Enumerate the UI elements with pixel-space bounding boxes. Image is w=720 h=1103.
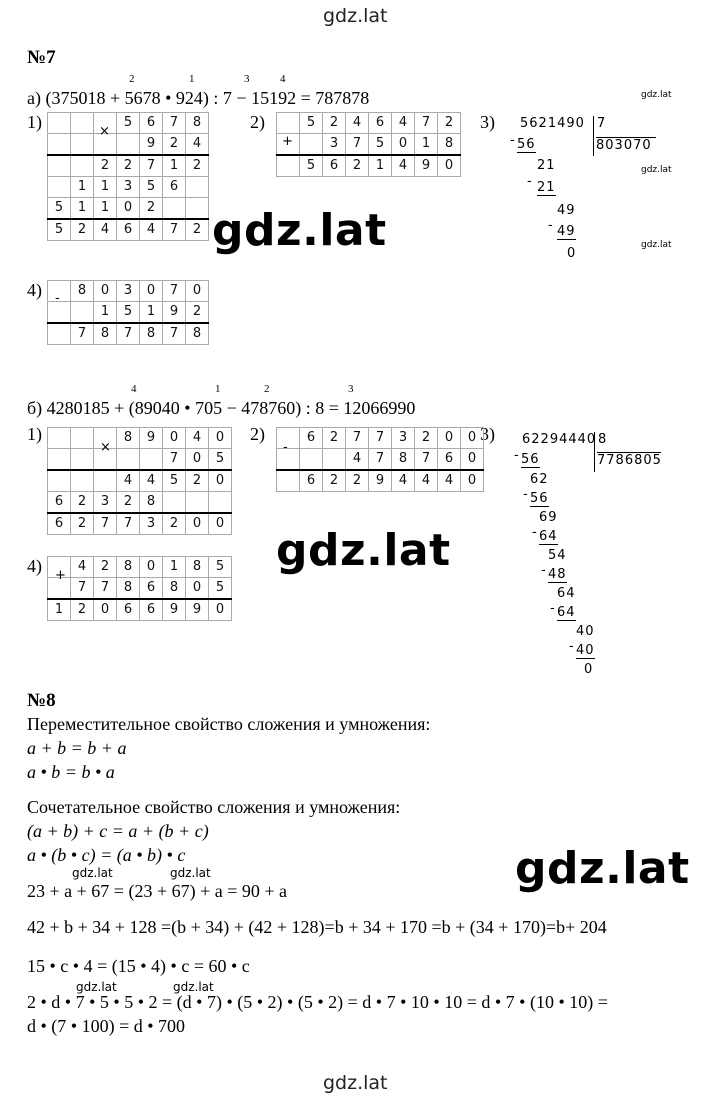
calc-grid-b4: 4 2 8 0 1 8 5 7 7 8 6 8 0 5 1 2 0 6 6 9 9 0 bbox=[47, 556, 232, 621]
calc-grid-a1: 5 6 7 8 9 2 4 2 2 7 1 2 1 1 3 5 6 5 1 1 0 2 5 2 4 6 4 7 2 bbox=[47, 112, 209, 241]
order-number: 1 bbox=[215, 383, 221, 395]
plus-sign: + bbox=[55, 568, 66, 583]
calc-grid-b1: 8 9 0 4 0 7 0 5 4 4 5 2 0 6 2 3 2 8 6 2 7 7 3 2 0 0 bbox=[47, 427, 232, 535]
watermark-small: gdz.lat bbox=[641, 90, 672, 100]
dividend: 62294440 bbox=[522, 432, 597, 447]
division-line: 21 bbox=[537, 180, 556, 195]
division-line: 48 bbox=[548, 567, 567, 582]
plus-sign: + bbox=[282, 134, 293, 149]
minus-sign: - bbox=[550, 601, 556, 616]
step-label: 3) bbox=[480, 424, 495, 444]
division-line: 54 bbox=[548, 548, 567, 563]
order-number: 2 bbox=[129, 73, 135, 85]
minus-sign: - bbox=[523, 487, 529, 502]
minus-sign: - bbox=[532, 525, 538, 540]
division-line: 69 bbox=[539, 510, 558, 525]
associative-addition: (a + b) + c = a + (b + c) bbox=[27, 821, 209, 841]
division-line: 64 bbox=[557, 605, 576, 620]
division-line: 21 bbox=[537, 158, 556, 173]
calc-grid-b2: 6 2 7 7 3 2 0 0 4 7 8 7 6 0 6 2 2 9 4 4 4 0 bbox=[276, 427, 484, 492]
divisor: 8 bbox=[594, 432, 607, 472]
step-label: 2) bbox=[250, 424, 265, 444]
commutative-title: Переместительное свойство сложения и умножения: bbox=[27, 714, 431, 734]
minus-sign: - bbox=[548, 218, 554, 233]
division-line: 0 bbox=[567, 246, 577, 261]
division-line: 56 bbox=[530, 491, 549, 506]
watermark-small: gdz.lat bbox=[170, 866, 211, 880]
example-2: 42 + b + 34 + 128 =(b + 34) + (42 + 128)=b + 34 + 170 =b + (34 + 170)=b+ 204 bbox=[27, 917, 607, 937]
step-label: 1) bbox=[27, 424, 42, 444]
watermark: gdz.lat bbox=[515, 843, 690, 894]
minus-sign: - bbox=[514, 448, 520, 463]
site-label-bottom: gdz.lat bbox=[323, 1072, 388, 1094]
minus-sign: - bbox=[527, 174, 533, 189]
example-1: 23 + a + 67 = (23 + 67) + a = 90 + a bbox=[27, 881, 288, 901]
quotient: 7786805 bbox=[597, 453, 662, 468]
watermark-small: gdz.lat bbox=[641, 165, 672, 175]
order-number: 3 bbox=[244, 73, 250, 85]
minus-sign: - bbox=[55, 291, 60, 306]
divisor: 7 bbox=[593, 116, 606, 156]
task-8-header: №8 bbox=[27, 690, 56, 711]
order-number: 3 bbox=[348, 383, 354, 395]
minus-sign: - bbox=[283, 440, 288, 455]
division-line: 40 bbox=[576, 643, 595, 658]
equation-a: а) (375018 + 5678 • 924) : 7 − 15192 = 787878 bbox=[27, 88, 370, 108]
order-number: 4 bbox=[131, 383, 137, 395]
watermark-small: gdz.lat bbox=[72, 866, 113, 880]
division-line: 64 bbox=[557, 586, 576, 601]
step-label: 3) bbox=[480, 112, 495, 132]
watermark-small: gdz.lat bbox=[641, 240, 672, 250]
step-label: 4) bbox=[27, 280, 42, 300]
minus-sign: - bbox=[541, 563, 547, 578]
watermark-small: gdz.lat bbox=[173, 980, 214, 994]
division-line: 56 bbox=[517, 137, 536, 152]
quotient: 803070 bbox=[596, 137, 656, 153]
division-line: 40 bbox=[576, 624, 595, 639]
division-line: 62 bbox=[530, 472, 549, 487]
watermark: gdz.lat bbox=[212, 205, 387, 256]
dividend: 5621490 bbox=[520, 116, 585, 131]
example-3: 15 • c • 4 = (15 • 4) • c = 60 • c bbox=[27, 956, 250, 976]
associative-multiplication: a • (b • c) = (a • b) • c bbox=[27, 845, 186, 865]
multiply-sign: × bbox=[100, 440, 111, 455]
minus-sign: - bbox=[510, 133, 516, 148]
calc-grid-a4: 8 0 3 0 7 0 1 5 1 9 2 7 8 7 8 7 8 bbox=[47, 280, 209, 345]
order-number: 4 bbox=[280, 73, 286, 85]
associative-title: Сочетательное свойство сложения и умножения: bbox=[27, 797, 401, 817]
commutative-multiplication: a • b = b • a bbox=[27, 762, 115, 782]
step-label: 2) bbox=[250, 112, 265, 132]
step-label: 1) bbox=[27, 112, 42, 132]
order-number: 1 bbox=[189, 73, 195, 85]
example-4: 2 • d • 7 • 5 • 5 • 2 = (d • 7) • (5 • 2) • (5 • 2) = d • 7 • 10 • 10 = d • 7 • (10 • 10) = bbox=[27, 992, 608, 1012]
equation-b: б) 4280185 + (89040 • 705 − 478760) : 8 = 12066990 bbox=[27, 398, 416, 418]
watermark-small: gdz.lat bbox=[76, 980, 117, 994]
multiply-sign: × bbox=[99, 124, 110, 139]
division-line: 49 bbox=[557, 203, 576, 218]
site-label-top: gdz.lat bbox=[323, 5, 388, 27]
example-4-continued: d • (7 • 100) = d • 700 bbox=[27, 1016, 186, 1036]
minus-sign: - bbox=[569, 639, 575, 654]
step-label: 4) bbox=[27, 556, 42, 576]
division-line: 64 bbox=[539, 529, 558, 544]
commutative-addition: a + b = b + a bbox=[27, 738, 127, 758]
division-line: 56 bbox=[521, 452, 540, 467]
watermark: gdz.lat bbox=[276, 525, 451, 576]
task-7-header: №7 bbox=[27, 47, 56, 68]
division-line: 0 bbox=[584, 662, 594, 677]
order-number: 2 bbox=[264, 383, 270, 395]
division-line: 49 bbox=[557, 224, 576, 239]
calc-grid-a2: 5 2 4 6 4 7 2 3 7 5 0 1 8 5 6 2 1 4 9 0 bbox=[276, 112, 461, 177]
